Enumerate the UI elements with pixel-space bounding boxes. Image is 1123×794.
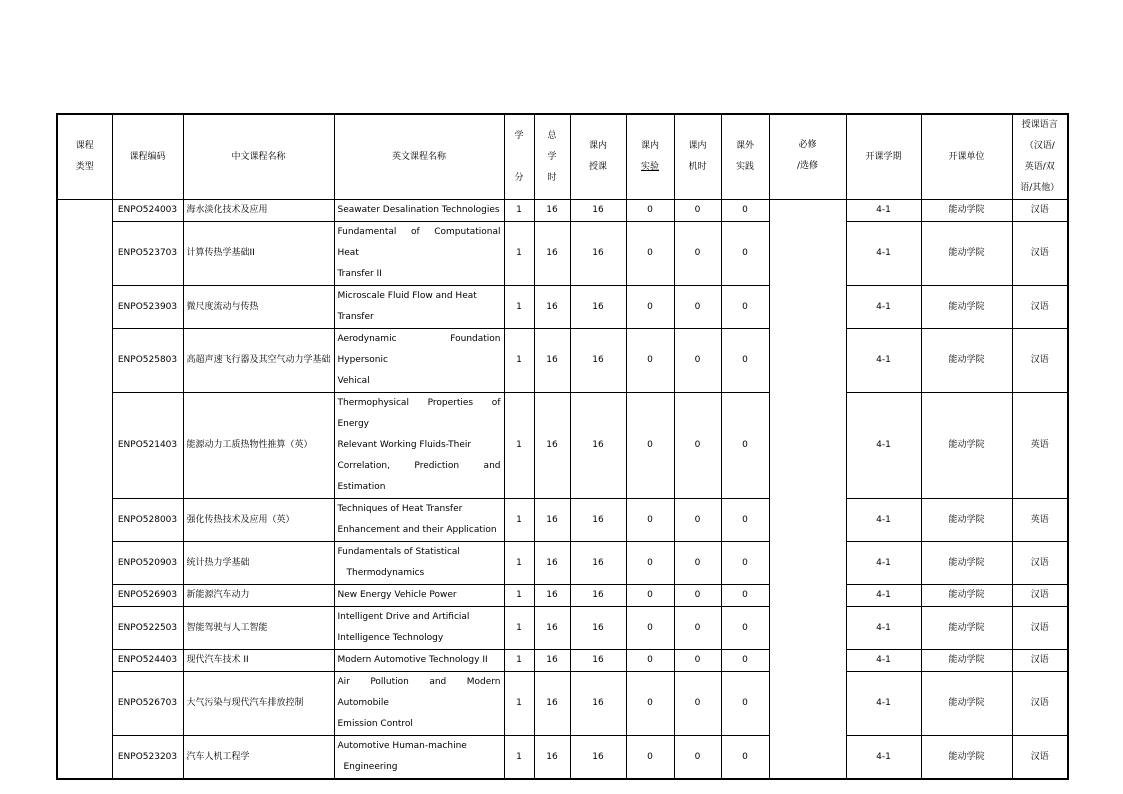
total-hours: 16 [534,542,570,585]
semester: 4-1 [846,542,921,585]
experiment-hours: 0 [626,736,674,780]
semester: 4-1 [846,222,921,286]
total-hours: 16 [534,607,570,650]
header-english-name: 英文课程名称 [334,114,504,200]
header-total-hours: 总 学 时 [534,114,570,200]
table-row [57,393,1068,499]
unit: 能动学院 [921,672,1012,736]
language: 英语 [1012,393,1068,499]
course-type-cell [57,200,112,780]
header-language: 授课语言 （汉语/ 英语/双 语/其他） [1012,114,1068,200]
computer-hours: 0 [674,650,721,672]
course-code: ENPO523703 [112,222,183,286]
lecture-hours: 16 [570,222,626,286]
credit: 1 [504,542,534,585]
unit: 能动学院 [921,329,1012,393]
course-name-cn: 新能源汽车动力 [183,585,334,607]
practice-hours: 0 [721,542,769,585]
unit: 能动学院 [921,542,1012,585]
unit: 能动学院 [921,200,1012,222]
practice-hours: 0 [721,499,769,542]
header-unit: 开课单位 [921,114,1012,200]
table-row [57,672,1068,736]
credit: 1 [504,672,534,736]
language: 汉语 [1012,286,1068,329]
course-code: ENPO522503 [112,607,183,650]
course-code: ENPO524403 [112,650,183,672]
lecture-hours: 16 [570,329,626,393]
table-row [57,329,1068,393]
practice-hours: 0 [721,736,769,780]
computer-hours: 0 [674,222,721,286]
header-semester: 开课学期 [846,114,921,200]
credit: 1 [504,200,534,222]
lecture-hours: 16 [570,542,626,585]
practice-hours: 0 [721,585,769,607]
course-name-cn: 计算传热学基础II [183,222,334,286]
experiment-hours: 0 [626,542,674,585]
course-code: ENPO525803 [112,329,183,393]
computer-hours: 0 [674,200,721,222]
computer-hours: 0 [674,329,721,393]
unit: 能动学院 [921,736,1012,780]
table-row [57,607,1068,650]
total-hours: 16 [534,585,570,607]
unit: 能动学院 [921,286,1012,329]
credit: 1 [504,650,534,672]
semester: 4-1 [846,672,921,736]
course-name-en: Thermophysical Properties of Energy Relevant Working Fluids-Their Correlation, Prediction and Estimation [334,393,504,499]
required-elective-cell [769,200,846,780]
experiment-hours: 0 [626,393,674,499]
unit: 能动学院 [921,222,1012,286]
unit: 能动学院 [921,393,1012,499]
total-hours: 16 [534,672,570,736]
course-name-cn: 智能驾驶与人工智能 [183,607,334,650]
practice-hours: 0 [721,672,769,736]
language: 汉语 [1012,200,1068,222]
total-hours: 16 [534,222,570,286]
unit: 能动学院 [921,607,1012,650]
lecture-hours: 16 [570,736,626,780]
language: 汉语 [1012,585,1068,607]
header-row [57,114,1068,200]
lecture-hours: 16 [570,672,626,736]
header-computer: 课内 机时 [674,114,721,200]
table-row [57,650,1068,672]
course-name-en: Seawater Desalination Technologies [334,200,504,222]
course-code: ENPO526903 [112,585,183,607]
header-required-elective: 必修 /选修 [769,114,846,200]
course-name-en: New Energy Vehicle Power [334,585,504,607]
experiment-hours: 0 [626,499,674,542]
computer-hours: 0 [674,393,721,499]
course-name-en: Fundamental of Computational Heat Transfer II [334,222,504,286]
total-hours: 16 [534,286,570,329]
semester: 4-1 [846,393,921,499]
computer-hours: 0 [674,672,721,736]
lecture-hours: 16 [570,200,626,222]
semester: 4-1 [846,329,921,393]
lecture-hours: 16 [570,499,626,542]
credit: 1 [504,286,534,329]
course-name-cn: 海水淡化技术及应用 [183,200,334,222]
practice-hours: 0 [721,607,769,650]
language: 汉语 [1012,329,1068,393]
course-code: ENPO523903 [112,286,183,329]
experiment-hours: 0 [626,286,674,329]
practice-hours: 0 [721,329,769,393]
semester: 4-1 [846,499,921,542]
course-code: ENPO524003 [112,200,183,222]
practice-hours: 0 [721,222,769,286]
semester: 4-1 [846,200,921,222]
course-name-en: Techniques of Heat Transfer Enhancement and their Application [334,499,504,542]
course-name-en: Fundamentals of Statistical Thermodynamics [334,542,504,585]
course-name-en: Microscale Fluid Flow and Heat Transfer [334,286,504,329]
unit: 能动学院 [921,585,1012,607]
header-course-type: 课程 类型 [57,114,112,200]
experiment-hours: 0 [626,607,674,650]
header-experiment: 课内 实验 [626,114,674,200]
credit: 1 [504,499,534,542]
experiment-hours: 0 [626,585,674,607]
total-hours: 16 [534,650,570,672]
language: 汉语 [1012,607,1068,650]
language: 汉语 [1012,736,1068,780]
lecture-hours: 16 [570,585,626,607]
computer-hours: 0 [674,607,721,650]
course-name-en: Intelligent Drive and Artificial Intelligence Technology [334,607,504,650]
course-name-cn: 能源动力工质热物性推算（英） [183,393,334,499]
header-practice: 课外 实践 [721,114,769,200]
lecture-hours: 16 [570,650,626,672]
semester: 4-1 [846,607,921,650]
table-row [57,542,1068,585]
experiment-hours: 0 [626,650,674,672]
course-name-en: Modern Automotive Technology II [334,650,504,672]
table-row [57,499,1068,542]
semester: 4-1 [846,736,921,780]
credit: 1 [504,585,534,607]
course-code: ENPO523203 [112,736,183,780]
computer-hours: 0 [674,542,721,585]
course-name-cn: 统计热力学基础 [183,542,334,585]
course-code: ENPO528003 [112,499,183,542]
practice-hours: 0 [721,286,769,329]
language: 汉语 [1012,650,1068,672]
course-name-cn: 强化传热技术及应用（英） [183,499,334,542]
credit: 1 [504,222,534,286]
header-course-code: 课程编码 [112,114,183,200]
total-hours: 16 [534,329,570,393]
header-lecture: 课内 授课 [570,114,626,200]
experiment-hours: 0 [626,672,674,736]
lecture-hours: 16 [570,607,626,650]
experiment-hours: 0 [626,222,674,286]
course-name-cn: 高超声速飞行器及其空气动力学基础 [183,329,334,393]
computer-hours: 0 [674,736,721,780]
computer-hours: 0 [674,585,721,607]
semester: 4-1 [846,585,921,607]
lecture-hours: 16 [570,393,626,499]
unit: 能动学院 [921,499,1012,542]
practice-hours: 0 [721,393,769,499]
course-code: ENPO521403 [112,393,183,499]
experiment-hours: 0 [626,200,674,222]
course-name-cn: 汽车人机工程学 [183,736,334,780]
language: 汉语 [1012,542,1068,585]
credit: 1 [504,607,534,650]
total-hours: 16 [534,200,570,222]
semester: 4-1 [846,650,921,672]
course-name-en: Air Pollution and Modern Automobile Emission Control [334,672,504,736]
course-code: ENPO520903 [112,542,183,585]
table-row [57,736,1068,780]
table-row [57,200,1068,222]
table-row [57,286,1068,329]
table-row [57,222,1068,286]
computer-hours: 0 [674,286,721,329]
header-credit: 学 分 [504,114,534,200]
course-name-en: Aerodynamic Foundation Hypersonic Vehical [334,329,504,393]
unit: 能动学院 [921,650,1012,672]
course-name-en: Automotive Human-machine Engineering [334,736,504,780]
course-code: ENPO526703 [112,672,183,736]
computer-hours: 0 [674,499,721,542]
language: 英语 [1012,499,1068,542]
practice-hours: 0 [721,200,769,222]
total-hours: 16 [534,393,570,499]
course-name-cn: 现代汽车技术 II [183,650,334,672]
total-hours: 16 [534,499,570,542]
experiment-hours: 0 [626,329,674,393]
course-name-cn: 大气污染与现代汽车排放控制 [183,672,334,736]
practice-hours: 0 [721,650,769,672]
table-row [57,585,1068,607]
course-name-cn: 微尺度流动与传热 [183,286,334,329]
semester: 4-1 [846,286,921,329]
language: 汉语 [1012,672,1068,736]
course-table [56,113,1069,780]
credit: 1 [504,329,534,393]
header-chinese-name: 中文课程名称 [183,114,334,200]
total-hours: 16 [534,736,570,780]
language: 汉语 [1012,222,1068,286]
credit: 1 [504,736,534,780]
credit: 1 [504,393,534,499]
lecture-hours: 16 [570,286,626,329]
